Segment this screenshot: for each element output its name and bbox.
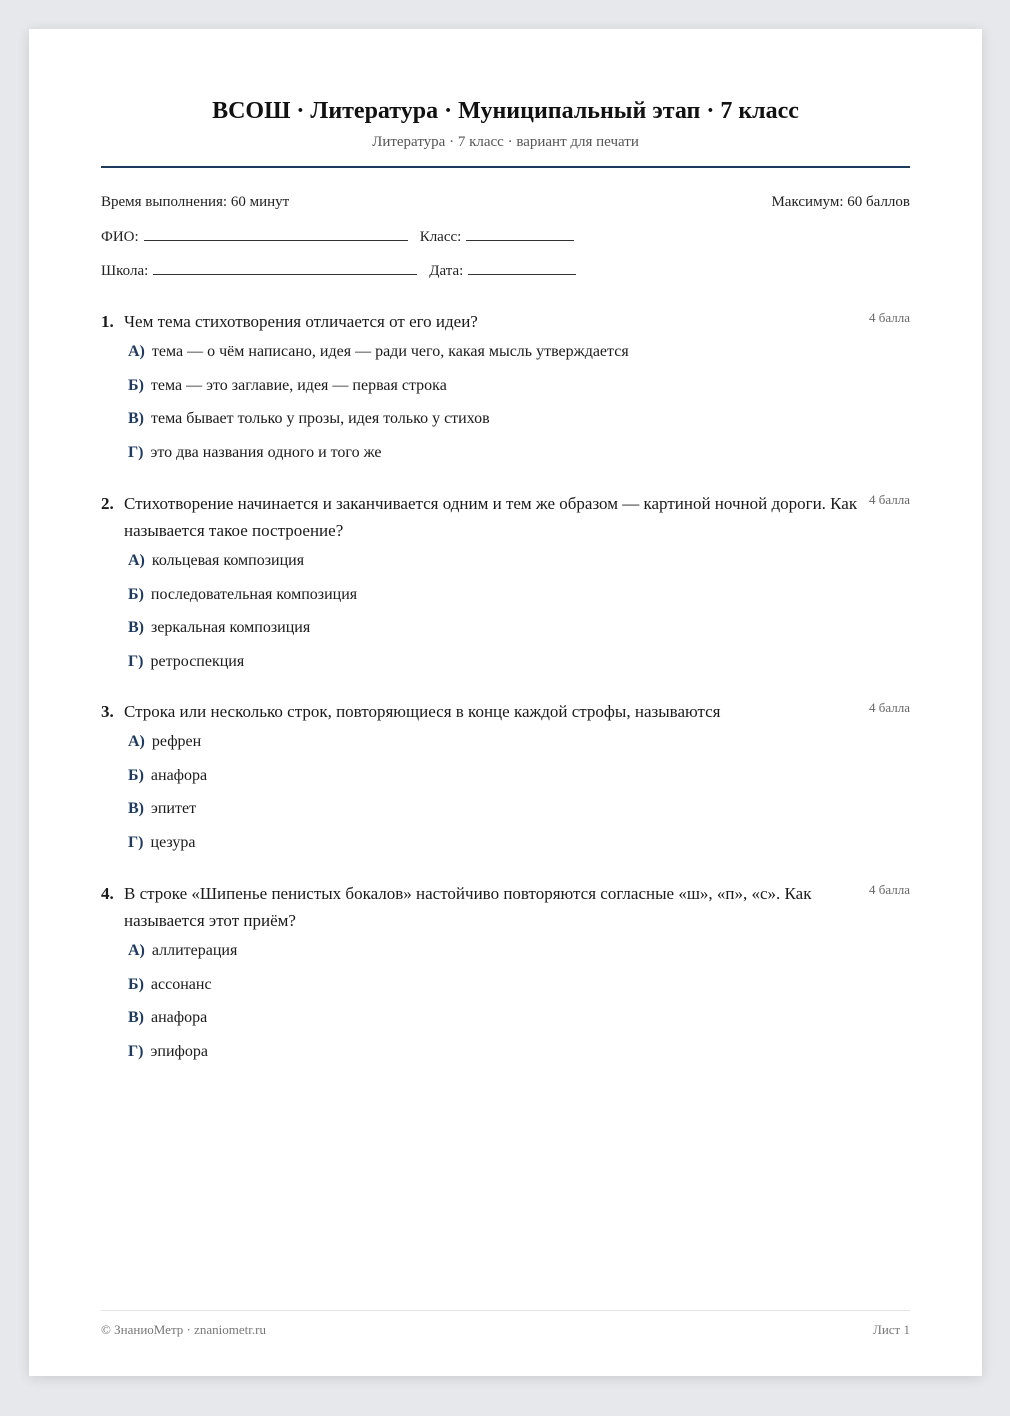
option-letter: Г) [128,652,144,670]
answer-option[interactable] [128,551,910,585]
school-field[interactable] [153,261,417,275]
option-text: аллитерация [151,942,238,959]
answer-option[interactable] [128,409,910,443]
option-letter: А) [128,552,145,569]
option-letter: Б) [128,975,144,993]
question-text: В строке «Шипенье пенистых бокалов» настойчиво повторяются согласные «ш», «п», «с». Как называется этот приём? [124,884,812,930]
answer-option[interactable] [128,618,910,652]
answer-option[interactable] [128,585,910,619]
school-label: Школа: [101,263,149,279]
option-text: эпитет [151,800,197,817]
option-text: цезура [150,833,196,851]
answer-option[interactable] [128,975,910,1009]
question-points: 4 балла [869,310,910,325]
answer-option[interactable] [128,1042,910,1076]
footer-divider [101,1310,910,1311]
question-number: 4. [101,884,114,903]
option-text: анафора [151,1009,208,1026]
option-letter: Г) [128,833,144,851]
fio-field[interactable] [144,227,408,241]
question-points: 4 балла [869,882,910,897]
page-subtitle: Литература · 7 класс · вариант для печати [372,133,639,150]
option-text: рефрен [151,733,202,750]
answer-option[interactable] [128,443,910,477]
option-letter: А) [128,343,145,360]
option-letter: А) [128,942,145,959]
option-text: ретроспекция [150,652,245,670]
option-letter: В) [128,800,144,817]
header-divider [101,166,910,168]
option-text: эпифора [150,1042,208,1060]
question-4 [101,880,910,1075]
option-letter: Б) [128,376,144,394]
option-letter: В) [128,1009,144,1026]
exam-info-row [101,194,910,211]
answer-option[interactable] [128,342,910,376]
question-3 [101,698,910,866]
answer-options [128,342,910,476]
option-letter: А) [128,733,145,750]
class-field[interactable] [466,227,574,241]
sheet-header [101,97,910,151]
exam-sheet [29,29,982,1376]
question-number: 3. [101,702,114,721]
answer-option[interactable] [128,732,910,766]
question-1 [101,308,910,476]
time-limit-label: Время выполнения: 60 минут [101,194,290,210]
option-letter: В) [128,410,144,427]
date-label: Дата: [429,263,464,279]
answer-option[interactable] [128,941,910,975]
answer-option[interactable] [128,376,910,410]
option-text: тема — это заглавие, идея — первая строка [150,376,447,394]
fio-label: ФИО: [101,229,139,245]
option-letter: В) [128,619,144,636]
school-row [101,261,910,280]
question-text: Стихотворение начинается и заканчивается одним и тем же образом — картиной ночной дороги. Как называется такое построение? [124,494,858,540]
option-letter: Г) [128,443,144,461]
page-number: Лист 1 [873,1322,910,1337]
option-text: тема бывает только у прозы, идея только у стихов [151,410,490,427]
page-title: ВСОШ · Литература · Муниципальный этап · 7 класс [212,98,799,124]
question-points: 4 балла [869,492,910,507]
option-text: анафора [150,766,208,784]
answer-option[interactable] [128,1008,910,1042]
date-field[interactable] [468,261,576,275]
option-letter: Г) [128,1042,144,1060]
option-text: кольцевая композиция [151,552,305,569]
answer-option[interactable] [128,799,910,833]
option-text: зеркальная композиция [151,619,311,636]
option-text: ассонанс [150,975,212,993]
option-text: тема — о чём написано, идея — ради чего, какая мысль утверждается [151,343,629,360]
option-text: это два названия одного и того же [150,443,382,461]
option-text: последовательная композиция [150,585,358,603]
question-2 [101,490,910,685]
question-number: 1. [101,312,114,331]
option-letter: Б) [128,766,144,784]
question-number: 2. [101,494,114,513]
answer-options [128,732,910,866]
footer-copyright: © ЗнаниоМетр · znaniometr.ru [101,1322,266,1337]
max-score-label: Максимум: 60 баллов [771,194,910,210]
question-points: 4 балла [869,700,910,715]
answer-options [128,941,910,1075]
page-footer [101,1322,910,1338]
student-name-row [101,227,910,246]
option-letter: Б) [128,585,144,603]
answer-option[interactable] [128,652,910,686]
class-label: Класс: [419,229,462,245]
question-text: Строка или несколько строк, повторяющиеся в конце каждой строфы, называются [124,702,721,721]
answer-options [128,551,910,685]
question-text: Чем тема стихотворения отличается от его идеи? [124,312,478,331]
answer-option[interactable] [128,766,910,800]
answer-option[interactable] [128,833,910,867]
